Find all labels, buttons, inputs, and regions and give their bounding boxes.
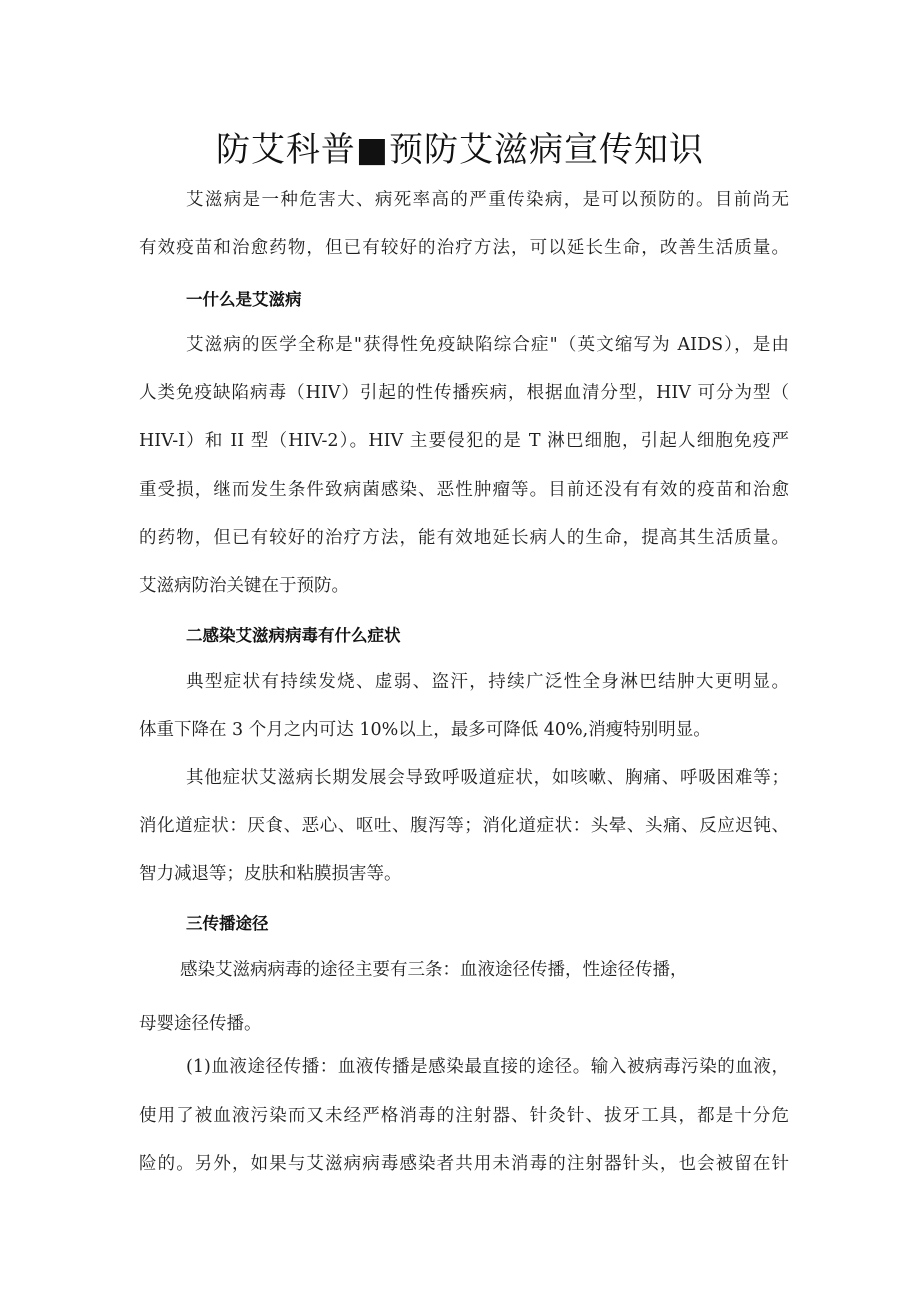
page-title: 防艾科普■预防艾滋病宣传知识 — [215, 130, 705, 170]
section3-line-5: 险的。另外，如果与艾滋病病毒感染者共用未消毒的注射器针头，也会被留在针 — [139, 1154, 789, 1174]
section2-line-4: 消化道症状：厌食、恶心、呕吐、腹泻等；消化道症状：头晕、头痛、反应迟钝、 — [139, 816, 789, 836]
intro-line-1: 艾滋病是一种危害大、病死率高的严重传染病，是可以预防的。目前尚无 — [186, 190, 789, 210]
section3-line-1: 感染艾滋病病毒的途径主要有三条：血液途径传播，性途径传播， — [180, 960, 688, 980]
section2-line-2: 体重下降在 3 个月之内可达 10%以上，最多可降低 40%,消瘦特别明显。 — [139, 720, 711, 740]
section2-line-3: 其他症状艾滋病长期发展会导致呼吸道症状，如咳嗽、胸痛、呼吸困难等； — [186, 768, 789, 788]
intro-line-2: 有效疫苗和治愈药物，但已有较好的治疗方法，可以延长生命，改善生活质量。 — [139, 238, 789, 258]
section1-line-6: 艾滋病防治关键在于预防。 — [139, 576, 349, 596]
section1-line-1: 艾滋病的医学全称是"获得性免疫缺陷综合症"（英文缩写为 AIDS），是由 — [186, 335, 789, 355]
section1-line-2: 人类免疫缺陷病毒（HIV）引起的性传播疾病，根据血清分型，HIV 可分为型（ — [139, 383, 789, 403]
section1-line-3: HIV-I）和 II 型（HIV-2）。HIV 主要侵犯的是 T 淋巴细胞，引起人细胞免疫严 — [139, 431, 789, 451]
section3-line-3: (1)血液途径传播：血液传播是感染最直接的途径。输入被病毒污染的血液， — [186, 1057, 789, 1077]
section3-line-4: 使用了被血液污染而又未经严格消毒的注射器、针灸针、拔牙工具，都是十分危 — [139, 1106, 789, 1126]
section1-line-4: 重受损，继而发生条件致病菌感染、恶性肿瘤等。目前还没有有效的疫苗和治愈 — [139, 480, 789, 500]
section3-line-2: 母婴途径传播。 — [139, 1014, 262, 1034]
section2-line-5: 智力减退等；皮肤和粘膜损害等。 — [139, 864, 402, 884]
section-heading-transmission: 三传播途径 — [186, 914, 269, 933]
section-heading-symptoms: 二感染艾滋病病毒有什么症状 — [186, 626, 401, 645]
section2-line-1: 典型症状有持续发烧、虚弱、盗汗，持续广泛性全身淋巴结肿大更明显。 — [186, 672, 789, 692]
section1-line-5: 的药物，但已有较好的治疗方法，能有效地延长病人的生命，提高其生活质量。 — [139, 528, 789, 548]
section-heading-what-is-aids: 一什么是艾滋病 — [186, 290, 302, 309]
